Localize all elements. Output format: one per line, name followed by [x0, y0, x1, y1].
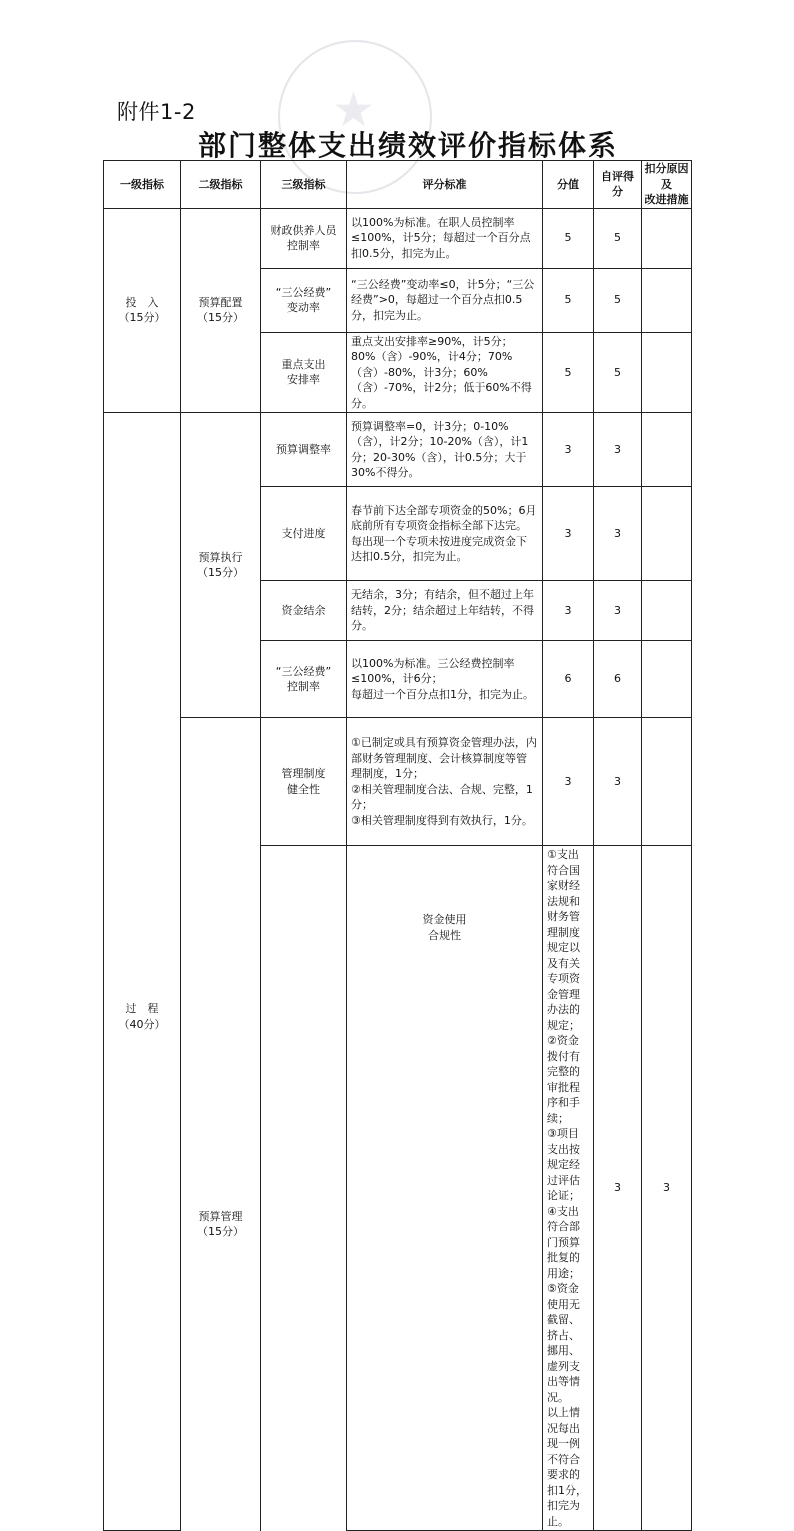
- self-score-cell: 3: [594, 718, 642, 846]
- header-standard: 评分标准: [347, 161, 543, 209]
- l2-budget-exec-cell: [181, 413, 261, 718]
- indicator-table: [103, 160, 692, 1531]
- score-cell: 3: [543, 413, 594, 487]
- header-reason: [642, 161, 692, 209]
- l3-label-line: 财政供养人员: [270, 223, 337, 237]
- standard-line: ①支出符合国家财经法规和财务管理制度规定以及有关专项资金管理办法的规定；: [547, 848, 580, 1032]
- l3-label-line: 资金结余: [281, 603, 326, 617]
- reason-cell: [642, 581, 692, 641]
- standard-cell: 预算调整率=0，计3分；0-10%（含），计2分；10-20%（含），计1分；20-30%（含），计0.5分；大于30%不得分。: [347, 413, 543, 487]
- header-row: [104, 161, 692, 209]
- l2-budget-mgmt-name: 预算管理: [198, 1209, 243, 1223]
- l3-label-line: 资金使用: [422, 913, 467, 926]
- table-row: [104, 718, 692, 846]
- standard-line: ③相关管理制度得到有效执行，1分。: [351, 813, 533, 827]
- l1-continuation-cell: [261, 846, 347, 1531]
- header-reason-line1: 扣分原因及: [644, 162, 689, 191]
- standard-line: ①已制定或具有预算资金管理办法，内部财务管理制度、会计核算制度等管理制度，1分；: [351, 736, 537, 780]
- standard-line: 每出现一个专项未按进度完成资金下达扣0.5分，扣完为止。: [351, 534, 527, 563]
- l3-cell: [261, 581, 347, 641]
- table-row: [104, 208, 692, 268]
- l1-input-cell: [104, 208, 181, 413]
- l3-cell: [261, 641, 347, 718]
- self-score-cell: 3: [594, 581, 642, 641]
- header-l3: 三级指标: [261, 161, 347, 209]
- score-cell: 5: [543, 332, 594, 413]
- reason-cell: [642, 718, 692, 846]
- l2-budget-exec-name: 预算执行: [198, 550, 243, 564]
- standard-cell: [543, 846, 594, 1531]
- l3-label-line: 合规性: [428, 928, 461, 942]
- l3-cell: [261, 487, 347, 581]
- standard-cell: [347, 487, 543, 581]
- l1-input-name: 投 入: [125, 295, 159, 309]
- l3-label-line: 管理制度: [281, 767, 326, 780]
- l1-process-cell: [104, 413, 181, 1531]
- self-score-cell: 3: [642, 846, 692, 1531]
- standard-cell: [347, 641, 543, 718]
- score-cell: 5: [543, 208, 594, 268]
- page-title: 部门整体支出绩效评价指标体系: [197, 129, 618, 162]
- standard-cell: 无结余，3分；有结余，但不超过上年结转，2分；结余超过上年结转，不得分。: [347, 581, 543, 641]
- l3-cell: [261, 268, 347, 332]
- l3-label-line: 控制率: [287, 680, 320, 693]
- standard-cell: [347, 718, 543, 846]
- l3-label-line: 安排率: [287, 373, 320, 387]
- reason-cell: [642, 332, 692, 413]
- table-row: [104, 413, 692, 487]
- standard-line: 春节前下达全部专项资金的50%；6月底前所有专项资金指标全部下达完。: [351, 503, 537, 532]
- self-score-cell: 3: [594, 413, 642, 487]
- l3-label-line: 重点支出: [281, 357, 326, 371]
- l1-process-name: 过 程: [125, 1002, 159, 1015]
- l3-cell: [261, 413, 347, 487]
- l3-label-line: 控制率: [287, 239, 320, 252]
- self-score-cell: 6: [594, 641, 642, 718]
- standard-line: 每超过一个百分点扣1分，扣完为止。: [351, 687, 534, 701]
- header-self-score: 自评得分: [594, 161, 642, 209]
- l3-label-line: 支付进度: [281, 526, 326, 540]
- header-l1: 一级指标: [104, 161, 181, 209]
- l2-budget-alloc-cell: [181, 208, 261, 413]
- attachment-label: 附件1-2: [117, 100, 196, 124]
- score-cell: 3: [594, 846, 642, 1531]
- l3-label-line: 变动率: [287, 301, 320, 314]
- l3-label-line: “三公经费”: [275, 285, 332, 299]
- standard-cell: 重点支出安排率≥90%，计5分；80%（含）-90%，计4分；70%（含）-80%，计3分；60%（含）-70%，计2分；低于60%不得分。: [347, 332, 543, 413]
- l3-cell: [261, 718, 347, 846]
- l3-label-line: 预算调整率: [276, 442, 331, 456]
- standard-line: ②资金拨付有完整的审批程序和手续；: [547, 1034, 580, 1125]
- standard-line: ②相关管理制度合法、合规、完整，1分；: [351, 782, 533, 811]
- l3-label-line: 健全性: [287, 782, 320, 796]
- reason-cell: [642, 413, 692, 487]
- self-score-cell: 5: [594, 208, 642, 268]
- l3-cell: [261, 332, 347, 413]
- standard-cell: “三公经费”变动率≤0，计5分；“三公经费”>0，每超过一个百分点扣0.5分，扣完为止。: [347, 268, 543, 332]
- l2-budget-alloc-name: 预算配置: [198, 295, 243, 309]
- self-score-cell: 3: [594, 487, 642, 581]
- score-cell: 6: [543, 641, 594, 718]
- header-l2: 二级指标: [181, 161, 261, 209]
- score-cell: 3: [543, 487, 594, 581]
- standard-line: ③项目支出按规定经过评估论证；: [547, 1127, 580, 1202]
- score-cell: 3: [543, 581, 594, 641]
- score-cell: 3: [543, 718, 594, 846]
- standard-cell: 以100%为标准。在职人员控制率≤100%，计5分；每超过一个百分点扣0.5分，扣完为止。: [347, 208, 543, 268]
- l3-cell: [261, 208, 347, 268]
- reason-cell: [642, 487, 692, 581]
- standard-line: ④支出符合部门预算批复的用途；: [547, 1204, 580, 1280]
- l2-budget-mgmt-points: （15分）: [197, 1225, 244, 1239]
- l1-input-points: （15分）: [118, 311, 166, 325]
- standard-line: 以100%为标准。三公经费控制率≤100%，计6分；: [351, 656, 515, 686]
- l2-budget-alloc-points: （15分）: [197, 311, 244, 325]
- header-score: 分值: [543, 161, 594, 209]
- l2-budget-exec-points: （15分）: [197, 566, 244, 579]
- reason-cell: [642, 208, 692, 268]
- reason-cell: [642, 268, 692, 332]
- l2-budget-mgmt-cell: [181, 718, 261, 1531]
- standard-line: ⑤资金使用无截留、挤占、挪用、虚列支出等情况。: [547, 1282, 580, 1404]
- l3-label-line: “三公经费”: [275, 664, 332, 678]
- self-score-cell: 5: [594, 268, 642, 332]
- standard-line: 以上情况每出现一例不符合要求的扣1分，扣完为止。: [547, 1406, 587, 1528]
- score-cell: 5: [543, 268, 594, 332]
- l3-cell: [347, 846, 543, 1531]
- l1-process-points: （40分）: [118, 1017, 166, 1031]
- reason-cell: [642, 641, 692, 718]
- header-reason-line2: 改进措施: [644, 193, 689, 206]
- self-score-cell: 5: [594, 332, 642, 413]
